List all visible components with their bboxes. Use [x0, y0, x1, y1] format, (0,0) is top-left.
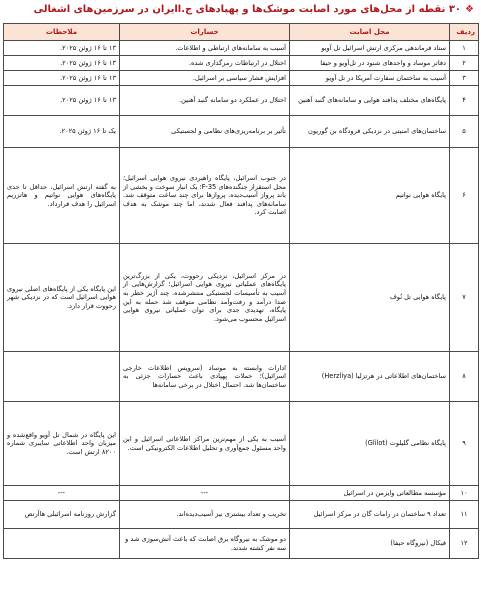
- row-index: ۹: [450, 402, 479, 486]
- row-notes: این پایگاه در شمال تل آویو واقع‌شده و میزبان واحد اطلاعاتی سایبری شماره ۸۲۰۰ ارتش است.: [4, 402, 120, 486]
- row-damages: در جنوب اسرائیل، پایگاه راهبردی نیروی هوایی اسرائیل؛ محل استقرار جنگنده‌های F-35؛ یک انبار سوخت و بخشی از باند پرواز آسیب‌دیده. پروازها برای چند ساعت متوقف شد. سامانه‌های پدافند فعال شدند، اما چند موشک به هدف اصابت کرد.: [120, 148, 290, 244]
- title-text: ۳۰ نقطه از محل‌های مورد اصابت موشک‌ها و پهپادهای ج.اایران در سرزمین‌های اشغالی: [33, 4, 462, 15]
- row-index: ۲: [450, 56, 479, 71]
- table-row: [4, 244, 479, 352]
- row-damages: اختلال در ارتباطات رمزگذاری شده.: [120, 56, 290, 71]
- row-notes: ۱۳ تا ۱۶ ژوئن ۲۰۲۵.: [4, 56, 120, 71]
- table-row: [4, 71, 479, 86]
- row-notes: ۱۳ تا ۱۶ ژوئن ۲۰۲۵.: [4, 71, 120, 86]
- row-notes: ۱۳ تا ۱۶ ژوئن ۲۰۲۵.: [4, 86, 120, 116]
- row-notes: گزارش روزنامه اسرائیلی هاآرتص: [4, 501, 120, 529]
- row-location: ستاد فرماندهی مرکزی ارتش اسرائیل تل آویو: [290, 41, 450, 56]
- header-notes: ملاحظات: [4, 24, 120, 41]
- row-notes: ۱۳ تا ۱۶ ژوئن ۲۰۲۵.: [4, 41, 120, 56]
- row-index: ۱۲: [450, 529, 479, 559]
- row-location: پایگاه هوایی نواتیم: [290, 148, 450, 244]
- row-index: ۸: [450, 352, 479, 402]
- row-location: پایگاه‌های مختلف پدافند هوایی و سامانه‌های گنبد آهنین: [290, 86, 450, 116]
- row-notes: ---: [4, 486, 120, 501]
- row-notes: یک تا ۱۶ ژوئن ۲۰۲۵.: [4, 116, 120, 148]
- row-index: ۱: [450, 41, 479, 56]
- table-header-row: [4, 24, 479, 41]
- row-location: پایگاه نظامی گلیلوت (Glilot): [290, 402, 450, 486]
- header-damages: خسارات: [120, 24, 290, 41]
- table-row: [4, 501, 479, 529]
- row-index: ۶: [450, 148, 479, 244]
- row-index: ۳: [450, 71, 479, 86]
- document-title: [3, 3, 478, 23]
- table-row: [4, 529, 479, 559]
- row-notes: به گفته ارتش اسرائیل، حداقل تا حدی پایگاه‌های هوایی نواتیم و هاتزریم اسرائیل را هدف قرارداد.: [4, 148, 120, 244]
- row-location: دفاتر موساد و واحدهای شنود در تل‌آویو و حیفا: [290, 56, 450, 71]
- strikes-table: [3, 23, 479, 559]
- row-damages: ادارات وابسته به موساد (سرویس اطلاعات خارجی اسرائیل)؛ حملات پهپادی باعث خسارات جزئی به ساختمان‌ها شد. احتمال اختلال در برخی سامانه‌ها: [120, 352, 290, 402]
- row-damages: اختلال در عملکرد دو سامانه گنبد آهنین.: [120, 86, 290, 116]
- title-bullet-icon: ❖: [465, 4, 474, 15]
- row-damages: آسیب به سامانه‌های ارتباطی و اطلاعات.: [120, 41, 290, 56]
- row-location: پایگاه هوایی تل نُوف: [290, 244, 450, 352]
- row-damages: افزایش فشار سیاسی بر اسرائیل.: [120, 71, 290, 86]
- row-index: ۵: [450, 116, 479, 148]
- header-location: محل اصابت: [290, 24, 450, 41]
- row-location: مؤسسه مطالعاتی وایزمن در اسرائیل: [290, 486, 450, 501]
- table-row: [4, 116, 479, 148]
- table-row: [4, 486, 479, 501]
- row-location: تعداد ۹ ساختمان در رامات گان در مرکز اسرائیل: [290, 501, 450, 529]
- table-row: [4, 148, 479, 244]
- row-index: ۴: [450, 86, 479, 116]
- table-row: [4, 86, 479, 116]
- row-damages: دو موشک به نیروگاه برق اصابت که باعث آتش‌سوزی شد و سه نفر کشته شدند.: [120, 529, 290, 559]
- row-location: ساختمان‌های اطلاعاتی در هرتزلیا (Herzliya): [290, 352, 450, 402]
- row-damages: تخریب و تعداد بیشتری نیز آسیب‌دیده‌اند.: [120, 501, 290, 529]
- row-location: ساختمان‌های امنیتی در نزدیکی فرودگاه بن گوریون: [290, 116, 450, 148]
- row-location: قیکال (نیروگاه حیفا): [290, 529, 450, 559]
- row-damages: در مرکز اسرائیل، نزدیکی رحووت، یکی از بزرگ‌ترین پایگاه‌های عملیاتی نیروی هوایی اسرائیل؛ گزارش‌هایی از آسیب به تأسیسات لجستیکی منتشرشده. چند آژیر خطر به صدا درآمد و رفت‌وآمد نظامی متوقف شد حمله به این پایگاه، تهدیدی جدی برای توان عملیاتی نیروی هوایی اسرائیل محسوب می‌شود.: [120, 244, 290, 352]
- row-notes: [4, 352, 120, 402]
- header-index: ردیف: [450, 24, 479, 41]
- table-row: [4, 352, 479, 402]
- row-damages: ---: [120, 486, 290, 501]
- row-notes: [4, 529, 120, 559]
- row-notes: این پایگاه یکی از پایگاه‌های اصلی نیروی هوایی اسرائیل است که در نزدیکی شهر رحووت قرار دارد.: [4, 244, 120, 352]
- table-row: [4, 402, 479, 486]
- row-location: آسیب به ساختمان سفارت آمریکا در تل آویو: [290, 71, 450, 86]
- table-row: [4, 56, 479, 71]
- row-index: ۱۱: [450, 501, 479, 529]
- table-row: [4, 41, 479, 56]
- row-index: ۷: [450, 244, 479, 352]
- row-index: ۱۰: [450, 486, 479, 501]
- row-damages: تأثیر بر برنامه‌ریزی‌های نظامی و لجستیکی: [120, 116, 290, 148]
- row-damages: آسیب به یکی از مهم‌ترین مراکز اطلاعاتی اسرائیل و این واحد مسئول جمع‌آوری و تحلیل اطلاعات الکترونیکی است.: [120, 402, 290, 486]
